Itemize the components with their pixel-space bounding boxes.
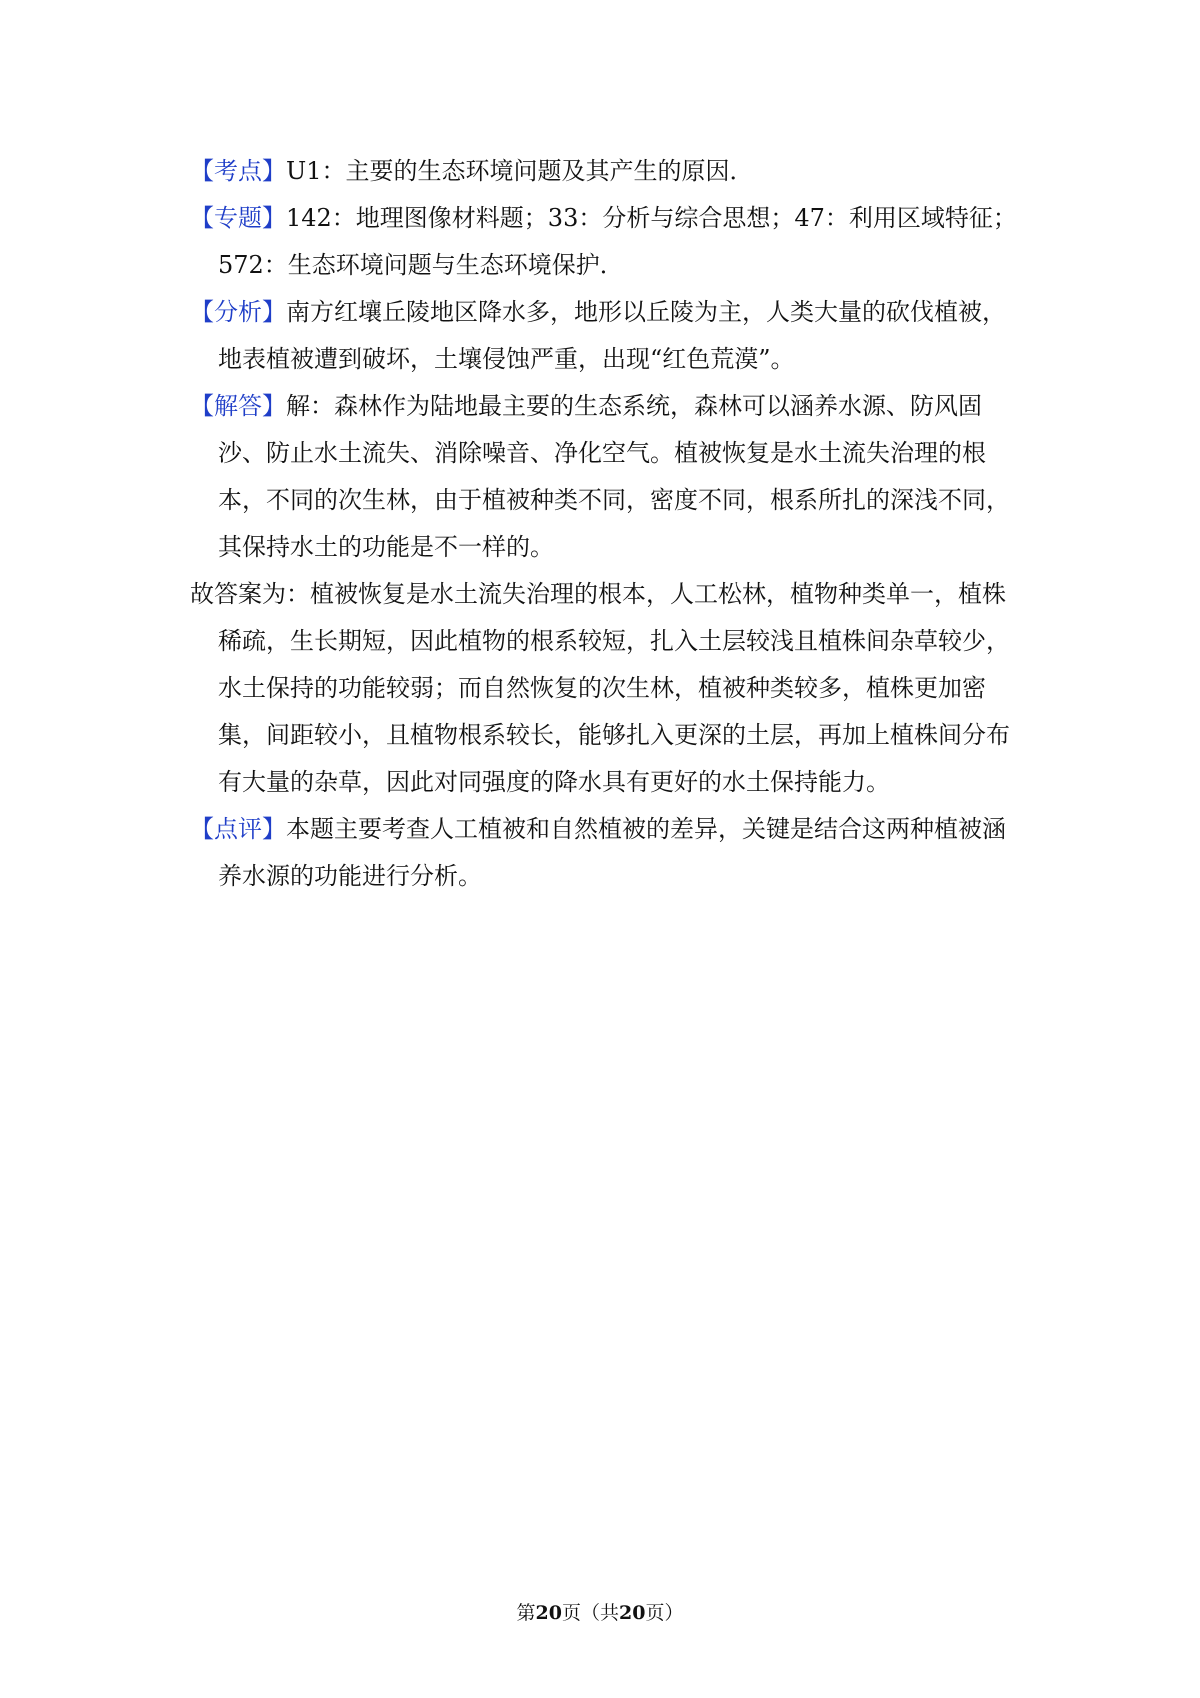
jieda-line-2: 沙、防止水土流失、消除噪音、净化空气。植被恢复是水土流失治理的根 [218, 439, 986, 467]
page-footer [0, 1598, 1200, 1625]
answer-line-4: 集，间距较小，且植物根系较长，能够扎入更深的土层，再加上植株间分布 [218, 721, 1010, 749]
dianping-line-2: 养水源的功能进行分析。 [218, 862, 482, 890]
section-zhuanti [190, 195, 1030, 289]
jieda-line-1: 解：森林作为陆地最主要的生态系统，森林可以涵养水源、防风固 [286, 392, 982, 420]
section-answer [190, 571, 1030, 806]
section-fenxi [190, 289, 1030, 383]
jieda-line-4: 其保持水土的功能是不一样的。 [218, 533, 554, 561]
answer-line-5: 有大量的杂草，因此对同强度的降水具有更好的水土保持能力。 [218, 768, 890, 796]
answer-line-2: 稀疏，生长期短，因此植物的根系较短，扎入土层较浅且植株间杂草较少， [218, 627, 1010, 655]
section-dianping [190, 806, 1030, 900]
dianping-line-1: 本题主要考查人工植被和自然植被的差异，关键是结合这两种植被涵 [286, 815, 1006, 843]
fenxi-line-2: 地表植被遭到破坏，土壤侵蚀严重，出现“红色荒漠”。 [218, 345, 795, 373]
footer-suffix: 页） [645, 1602, 684, 1624]
zhuanti-tag: 【专题】 [190, 204, 286, 232]
answer-line-1: 故答案为：植被恢复是水土流失治理的根本，人工松林，植物种类单一，植株 [190, 580, 1006, 608]
zhuanti-line-1: 142：地理图像材料题；33：分析与综合思想；47：利用区域特征； [286, 204, 1017, 232]
answer-line-3: 水土保持的功能较弱；而自然恢复的次生林，植被种类较多，植株更加密 [218, 674, 986, 702]
kaodian-line-1: U1：主要的生态环境问题及其产生的原因． [286, 157, 754, 185]
fenxi-line-1: 南方红壤丘陵地区降水多，地形以丘陵为主，人类大量的砍伐植被， [286, 298, 1006, 326]
footer-page-number: 20 [535, 1602, 562, 1624]
footer-prefix: 第 [516, 1602, 536, 1624]
kaodian-tag: 【考点】 [190, 157, 286, 185]
section-kaodian [190, 148, 1030, 195]
document-body [190, 148, 1030, 900]
dianping-tag: 【点评】 [190, 815, 286, 843]
footer-total-pages: 20 [619, 1602, 646, 1624]
jieda-line-3: 本，不同的次生林，由于植被种类不同，密度不同，根系所扎的深浅不同， [218, 486, 1010, 514]
fenxi-tag: 【分析】 [190, 298, 286, 326]
jieda-tag: 【解答】 [190, 392, 286, 420]
section-jieda [190, 383, 1030, 571]
zhuanti-line-2: 572：生态环境问题与生态环境保护． [218, 251, 624, 279]
footer-mid: 页（共 [561, 1602, 619, 1624]
